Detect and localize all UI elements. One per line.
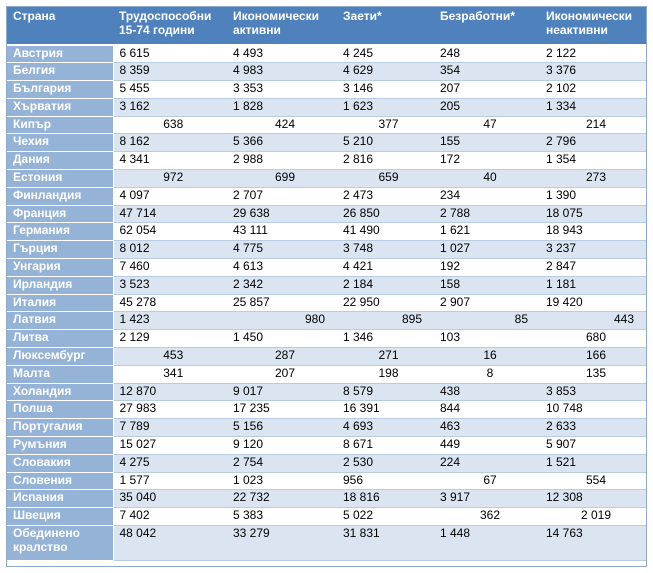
value-cell: 680 xyxy=(540,330,646,348)
value-cell: 2 788 xyxy=(434,205,540,223)
value-cell: 67 xyxy=(434,472,540,490)
country-cell: Румъния xyxy=(7,437,113,455)
value-cell: 4 693 xyxy=(337,419,434,437)
country-cell: Германия xyxy=(7,223,113,241)
value-cell: 5 022 xyxy=(337,508,434,526)
value-cell: 2 816 xyxy=(337,152,434,170)
value-cell: 1 390 xyxy=(540,187,646,205)
country-cell: Унгария xyxy=(7,259,113,277)
value-cell: 2 102 xyxy=(540,81,646,99)
table-row xyxy=(7,330,646,348)
value-cell: 29 638 xyxy=(227,205,337,223)
value-cell: 449 xyxy=(434,437,540,455)
country-cell: Австрия xyxy=(7,45,113,63)
value-cell: 638 xyxy=(113,116,227,134)
value-cell: 2 473 xyxy=(337,187,434,205)
value-cell: 1 521 xyxy=(540,454,646,472)
value-cell: 3 353 xyxy=(227,81,337,99)
value-cell: 2 342 xyxy=(227,276,337,294)
value-cell: 8 162 xyxy=(113,134,227,152)
table-row xyxy=(7,454,646,472)
country-cell: Франция xyxy=(7,205,113,223)
value-cell: 1 423 xyxy=(113,312,227,330)
country-cell: Словения xyxy=(7,472,113,490)
value-cell: 3 853 xyxy=(540,383,646,401)
value-cell: 8 359 xyxy=(113,63,227,81)
value-cell: 4 493 xyxy=(227,45,337,63)
value-cell: 4 421 xyxy=(337,259,434,277)
country-cell: Латвия xyxy=(7,312,113,330)
value-cell: 4 629 xyxy=(337,63,434,81)
value-cell: 287 xyxy=(227,348,337,366)
value-cell: 2 754 xyxy=(227,454,337,472)
table-row xyxy=(7,348,646,366)
value-cell: 273 xyxy=(540,170,646,188)
value-cell: 2 633 xyxy=(540,419,646,437)
value-cell: 166 xyxy=(540,348,646,366)
table-row xyxy=(7,437,646,455)
value-cell: 8 671 xyxy=(337,437,434,455)
country-cell: Хърватия xyxy=(7,98,113,116)
value-cell: 4 275 xyxy=(113,454,227,472)
value-cell: 2 796 xyxy=(540,134,646,152)
table-row xyxy=(7,419,646,437)
value-cell: 4 097 xyxy=(113,187,227,205)
value-cell: 10 748 xyxy=(540,401,646,419)
value-cell: 16 391 xyxy=(337,401,434,419)
value-cell: 234 xyxy=(434,187,540,205)
value-cell: 1 027 xyxy=(434,241,540,259)
value-cell: 18 816 xyxy=(337,490,434,508)
table-row xyxy=(7,490,646,508)
table-row xyxy=(7,223,646,241)
value-cell: 48 042 xyxy=(113,526,227,561)
country-cell: Полша xyxy=(7,401,113,419)
value-cell: 19 420 xyxy=(540,294,646,312)
value-cell: 424 xyxy=(227,116,337,134)
value-cell: 3 376 xyxy=(540,63,646,81)
value-cell: 1 828 xyxy=(227,98,337,116)
value-cell: 2 019 xyxy=(540,508,646,526)
value-cell: 172 xyxy=(434,152,540,170)
value-cell: 1 334 xyxy=(540,98,646,116)
value-cell: 354 xyxy=(434,63,540,81)
table-row xyxy=(7,508,646,526)
value-cell: 16 xyxy=(434,348,540,366)
country-cell: Швеция xyxy=(7,508,113,526)
value-cell: 35 040 xyxy=(113,490,227,508)
value-cell: 5 156 xyxy=(227,419,337,437)
labor-force-table xyxy=(7,7,646,561)
value-cell: 3 162 xyxy=(113,98,227,116)
value-cell: 844 xyxy=(434,401,540,419)
value-cell: 554 xyxy=(540,472,646,490)
value-cell: 1 621 xyxy=(434,223,540,241)
table-row xyxy=(7,152,646,170)
value-cell: 248 xyxy=(434,45,540,63)
value-cell: 5 383 xyxy=(227,508,337,526)
value-cell: 3 917 xyxy=(434,490,540,508)
value-cell: 1 346 xyxy=(337,330,434,348)
value-cell: 895 xyxy=(337,312,434,330)
country-cell: Дания xyxy=(7,152,113,170)
value-cell: 377 xyxy=(337,116,434,134)
value-cell: 40 xyxy=(434,170,540,188)
value-cell: 9 120 xyxy=(227,437,337,455)
value-cell: 103 xyxy=(434,330,540,348)
value-cell: 33 279 xyxy=(227,526,337,561)
value-cell: 22 732 xyxy=(227,490,337,508)
table-row xyxy=(7,98,646,116)
value-cell: 4 245 xyxy=(337,45,434,63)
value-cell: 26 850 xyxy=(337,205,434,223)
country-cell: Кипър xyxy=(7,116,113,134)
table-row xyxy=(7,383,646,401)
country-cell: Холандия xyxy=(7,383,113,401)
value-cell: 155 xyxy=(434,134,540,152)
table-row xyxy=(7,45,646,63)
value-cell: 5 907 xyxy=(540,437,646,455)
value-cell: 7 460 xyxy=(113,259,227,277)
value-cell: 7 402 xyxy=(113,508,227,526)
country-cell: Естония xyxy=(7,170,113,188)
value-cell: 85 xyxy=(434,312,540,330)
value-cell: 1 023 xyxy=(227,472,337,490)
value-cell: 2 707 xyxy=(227,187,337,205)
table-row xyxy=(7,134,646,152)
value-cell: 4 613 xyxy=(227,259,337,277)
value-cell: 6 615 xyxy=(113,45,227,63)
value-cell: 2 530 xyxy=(337,454,434,472)
value-cell: 341 xyxy=(113,365,227,383)
table-row xyxy=(7,187,646,205)
value-cell: 12 308 xyxy=(540,490,646,508)
value-cell: 3 523 xyxy=(113,276,227,294)
table-row xyxy=(7,526,646,561)
value-cell: 8 xyxy=(434,365,540,383)
value-cell: 62 054 xyxy=(113,223,227,241)
value-cell: 2 184 xyxy=(337,276,434,294)
header-working-age: Трудоспособни 15-74 години xyxy=(113,7,227,45)
country-cell: Литва xyxy=(7,330,113,348)
value-cell: 8 012 xyxy=(113,241,227,259)
country-cell: Гърция xyxy=(7,241,113,259)
table-row xyxy=(7,294,646,312)
country-cell: Обединено кралство xyxy=(7,526,113,561)
value-cell: 699 xyxy=(227,170,337,188)
value-cell: 659 xyxy=(337,170,434,188)
value-cell: 205 xyxy=(434,98,540,116)
value-cell: 443 xyxy=(540,312,646,330)
table-row xyxy=(7,312,646,330)
country-cell: България xyxy=(7,81,113,99)
value-cell: 4 983 xyxy=(227,63,337,81)
country-cell: Чехия xyxy=(7,134,113,152)
country-cell: Финландия xyxy=(7,187,113,205)
value-cell: 12 870 xyxy=(113,383,227,401)
value-cell: 1 354 xyxy=(540,152,646,170)
table-row xyxy=(7,63,646,81)
value-cell: 8 579 xyxy=(337,383,434,401)
value-cell: 207 xyxy=(434,81,540,99)
value-cell: 2 122 xyxy=(540,45,646,63)
value-cell: 4 341 xyxy=(113,152,227,170)
country-cell: Словакия xyxy=(7,454,113,472)
value-cell: 15 027 xyxy=(113,437,227,455)
value-cell: 7 789 xyxy=(113,419,227,437)
value-cell: 25 857 xyxy=(227,294,337,312)
value-cell: 972 xyxy=(113,170,227,188)
value-cell: 27 983 xyxy=(113,401,227,419)
table-row xyxy=(7,276,646,294)
value-cell: 41 490 xyxy=(337,223,434,241)
header-row xyxy=(7,7,646,45)
value-cell: 463 xyxy=(434,419,540,437)
value-cell: 2 988 xyxy=(227,152,337,170)
country-cell: Италия xyxy=(7,294,113,312)
table-row xyxy=(7,365,646,383)
country-cell: Малта xyxy=(7,365,113,383)
value-cell: 956 xyxy=(337,472,434,490)
value-cell: 31 831 xyxy=(337,526,434,561)
country-cell: Белгия xyxy=(7,63,113,81)
header-employed: Заети* xyxy=(337,7,434,45)
table-row xyxy=(7,401,646,419)
value-cell: 18 075 xyxy=(540,205,646,223)
value-cell: 224 xyxy=(434,454,540,472)
value-cell: 2 907 xyxy=(434,294,540,312)
value-cell: 3 146 xyxy=(337,81,434,99)
country-cell: Португалия xyxy=(7,419,113,437)
value-cell: 158 xyxy=(434,276,540,294)
value-cell: 980 xyxy=(227,312,337,330)
value-cell: 5 455 xyxy=(113,81,227,99)
value-cell: 207 xyxy=(227,365,337,383)
table-row xyxy=(7,241,646,259)
table-row xyxy=(7,205,646,223)
table-row xyxy=(7,472,646,490)
value-cell: 5 366 xyxy=(227,134,337,152)
value-cell: 14 763 xyxy=(540,526,646,561)
value-cell: 47 714 xyxy=(113,205,227,223)
value-cell: 453 xyxy=(113,348,227,366)
value-cell: 1 450 xyxy=(227,330,337,348)
value-cell: 1 448 xyxy=(434,526,540,561)
value-cell: 214 xyxy=(540,116,646,134)
value-cell: 135 xyxy=(540,365,646,383)
value-cell: 2 847 xyxy=(540,259,646,277)
value-cell: 17 235 xyxy=(227,401,337,419)
value-cell: 47 xyxy=(434,116,540,134)
value-cell: 3 237 xyxy=(540,241,646,259)
value-cell: 2 129 xyxy=(113,330,227,348)
header-country: Страна xyxy=(7,7,113,45)
table-row xyxy=(7,116,646,134)
value-cell: 1 623 xyxy=(337,98,434,116)
value-cell: 1 577 xyxy=(113,472,227,490)
value-cell: 362 xyxy=(434,508,540,526)
table-row xyxy=(7,259,646,277)
table-row xyxy=(7,81,646,99)
value-cell: 3 748 xyxy=(337,241,434,259)
value-cell: 5 210 xyxy=(337,134,434,152)
value-cell: 9 017 xyxy=(227,383,337,401)
value-cell: 192 xyxy=(434,259,540,277)
value-cell: 18 943 xyxy=(540,223,646,241)
country-cell: Ирландия xyxy=(7,276,113,294)
country-cell: Испания xyxy=(7,490,113,508)
header-economically-inactive: Икономически неактивни xyxy=(540,7,646,45)
value-cell: 271 xyxy=(337,348,434,366)
header-unemployed: Безработни* xyxy=(434,7,540,45)
value-cell: 1 181 xyxy=(540,276,646,294)
value-cell: 45 278 xyxy=(113,294,227,312)
value-cell: 22 950 xyxy=(337,294,434,312)
value-cell: 43 111 xyxy=(227,223,337,241)
table-row xyxy=(7,170,646,188)
value-cell: 198 xyxy=(337,365,434,383)
country-cell: Люксембург xyxy=(7,348,113,366)
value-cell: 438 xyxy=(434,383,540,401)
header-economically-active: Икономически активни xyxy=(227,7,337,45)
value-cell: 4 775 xyxy=(227,241,337,259)
